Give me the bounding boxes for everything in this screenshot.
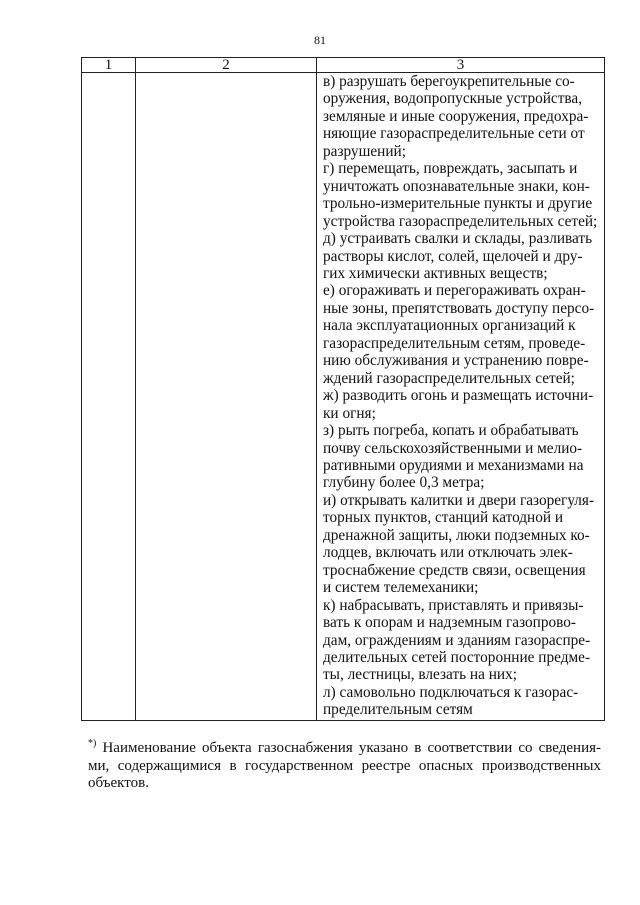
text-line: л) самовольно подключаться к газорас- — [323, 683, 579, 701]
text-line: ты, лестницы, влезать на них; — [323, 666, 517, 684]
text-line: трольно-измерительные пункты и другие — [323, 195, 593, 213]
text-line: уничтожать опознавательные знаки, кон- — [323, 177, 590, 195]
text-line: е) огораживать и перегораживать охран- — [323, 282, 586, 300]
text-line: нию обслуживания и устранению повре- — [323, 352, 589, 370]
text-line: дам, ограждениям и зданиям газораспре- — [323, 631, 591, 649]
text-line: газораспределительным сетям, проведе- — [323, 334, 586, 352]
text-line: ждений газораспределительных сетей; — [323, 369, 575, 387]
footnote-text: Наименование объекта газоснабжения указано в соответствии со сведения-ми, содержащимися в государственном реестре опасных производственных объектов. — [88, 740, 601, 791]
table-row — [82, 73, 605, 721]
text-line: оружения, водопропускные устройства, — [323, 90, 583, 108]
footnote — [88, 740, 601, 793]
text-line: устройства газораспределительных сетей; — [323, 212, 598, 230]
text-line: и систем телемеханики; — [323, 579, 479, 597]
text-line: нала эксплуатационных организаций к — [323, 317, 576, 335]
text-line: ж) разводить огонь и размещать источни- — [323, 387, 594, 405]
text-line: в) разрушать берегоукрепительные со- — [323, 73, 575, 90]
text-line: и) открывать калитки и двери газорегуля- — [323, 491, 595, 509]
document-table — [81, 57, 605, 721]
column-header-2: 2 — [136, 58, 317, 73]
text-line: д) устраивать свалки и склады, разливать — [323, 230, 593, 248]
text-line: глубину более 0,3 метра; — [323, 474, 485, 492]
text-line: разрушений; — [323, 142, 406, 160]
text-line: почву сельскохозяйственными и мелио- — [323, 439, 583, 457]
text-line: ные зоны, препятствовать доступу персо- — [323, 299, 595, 317]
text-line: ки огня; — [323, 404, 376, 422]
footnote-marker: *) — [88, 738, 97, 749]
text-line: троснабжение средств связи, освещения — [323, 561, 586, 579]
text-line: вать к опорам и надземным газопрово- — [323, 614, 577, 632]
text-line: няющие газораспределительные сети от — [323, 125, 585, 143]
text-line: дренажной защиты, люки подземных ко- — [323, 526, 590, 544]
text-line: растворы кислот, солей, щелочей и дру- — [323, 247, 583, 265]
text-line: гих химически активных веществ; — [323, 264, 548, 282]
table-cell-col2 — [136, 73, 317, 721]
text-line: г) перемещать, повреждать, засыпать и — [323, 160, 578, 178]
text-line: лодцев, включать или отключать элек- — [323, 544, 573, 562]
table-cell-col1 — [82, 73, 136, 721]
column-header-3: 3 — [317, 58, 605, 73]
page-number: 81 — [314, 33, 326, 47]
table-cell-col3 — [317, 73, 605, 721]
text-line: ративными орудиями и механизмами на — [323, 456, 584, 474]
text-line: делительных сетей посторонние предме- — [323, 648, 591, 666]
text-line: земляные и иные сооружения, предохра- — [323, 107, 589, 125]
text-line: з) рыть погреба, копать и обрабатывать — [323, 422, 579, 440]
column-header-1: 1 — [82, 58, 136, 73]
text-line: торных пунктов, станций катодной и — [323, 509, 564, 527]
table-header-row — [82, 58, 605, 73]
text-line: к) набрасывать, приставлять и привязы- — [323, 596, 584, 614]
text-line: пределительным сетям — [323, 701, 473, 719]
